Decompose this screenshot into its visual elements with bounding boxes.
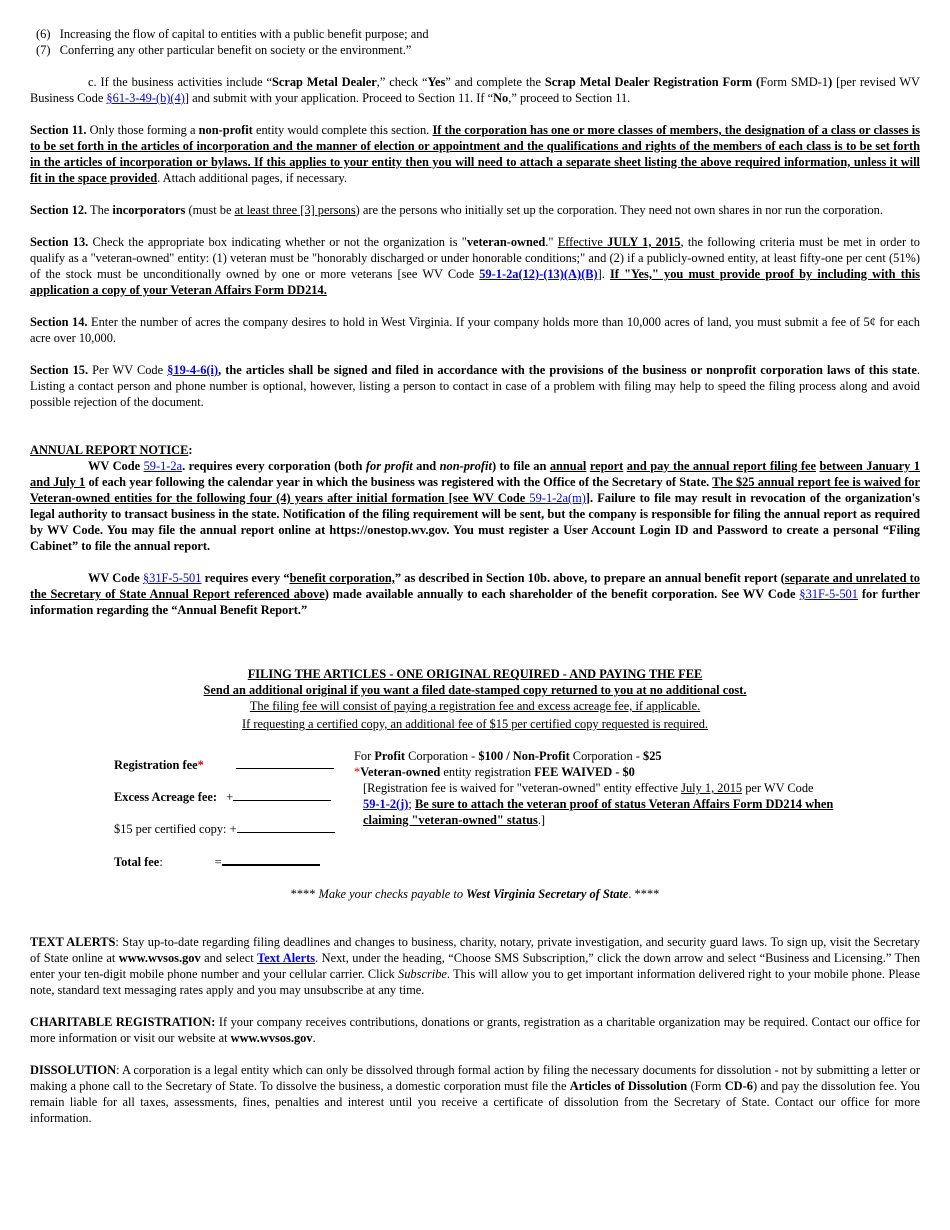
fee-schedule: For Profit Corporation - $100 / Non-Profit Corporation - $25 *Veteran-owned entity registration FEE WAIVED - $0 [Registration fee is waived for "veteran-owned" entity effective July 1, 2015 per WV Code 59-1-2(j); Be sure to attach the veteran proof of status Veteran Affairs Form DD214 when claiming "veteran-owned" status.]	[354, 749, 834, 827]
excess-acreage-row: Excess Acreage fee: +	[114, 788, 331, 805]
document-page	[30, 26, 920, 1126]
dissolution-paragraph: DISSOLUTION: A corporation is a legal entity which can only be dissolved through formal action by filing the necessary documents for dissolution - not by submitting a letter or making a phone call to the Secretary of State. To dissolve the business, a domestic corporation must file the Articles of Dissolution (Form CD-6) and pay the dissolution fee. You remain liable for all taxes, assessments, fines, penalties and interest until you receive a certificate of dissolution from the Secretary of State. Contact our office for more information.	[30, 1063, 920, 1125]
section-13-label: Section 13.	[30, 235, 89, 249]
annual-report-heading: ANNUAL REPORT NOTICE:	[30, 443, 193, 457]
wv-code-59-1-2a-link[interactable]: 59-1-2a(12)-(13)(A)(B)	[479, 267, 598, 281]
section-14-label: Section 14.	[30, 315, 88, 329]
section-15: Section 15. Per WV Code §19-4-6(i), the articles shall be signed and filed in accordance with the provisions of the business or nonprofit corporation laws of this state. Listing a contact person and phone number is optional, however, listing a person to contact in case of a problem with filing may help to speed the filing process along and avoid possible rejection of the document.	[30, 363, 920, 409]
section-11: Section 11. Only those forming a non-profit entity would complete this section. If the corporation has one or more classes of members, the designation of a class or classes is to be set forth in the articles of incorporation and the manner of election or appointment and the qualifications and rights of the members of each class is to be set forth in the articles of incorporation or bylaws. If this applies to your entity then you will need to attach a separate sheet listing the above required information, unless it will fit in the space provided. Attach additional pages, if necessary.	[30, 123, 921, 185]
filing-subheading: Send an additional original if you want a filed date-stamped copy returned to you at no additional cost.	[203, 683, 747, 697]
wv-code-59-1-2a-m-link[interactable]: 59-1-2a(m)	[529, 491, 586, 505]
benefit-corporation-paragraph: WV Code §31F-5-501 requires every “benefit corporation,” as described in Section 10b. above, to prepare an annual benefit report (separate and unrelated to the Secretary of State Annual Report referenced above) made available annually to each shareholder of the benefit corporation. See WV Code §31F-5-501 for further information regarding the “Annual Benefit Report.”	[30, 571, 920, 617]
section-14: Section 14. Enter the number of acres the company desires to hold in West Virginia. If your company holds more than 10,000 acres of land, you must submit a fee of 5¢ for each acre over 10,000.	[30, 315, 920, 345]
section-12: Section 12. The incorporators (must be at least three [3] persons) are the persons who initially set up the corporation. They need not own shares in nor run the corporation.	[30, 203, 883, 217]
annual-report-paragraph: WV Code 59-1-2a. requires every corporation (both for profit and non-profit) to file an annual report and pay the annual report filing fee between January 1 and July 1 of each year following the calendar year in which the business was registered with the Office of the Secretary of State. The $25 annual report fee is waived for Veteran-owned entities for the following four (4) years after initial formation [see WV Code 59-1-2a(m)]. Failure to file may result in revocation of the organization's legal authority to transact business in the state. Notification of the filing requirement will be sent, but the company is responsible for filing the annual report as required by WV Code. You may file the annual report online at https://onestop.wv.gov. You must register a User Account Login ID and Password to create a personal “Filing Cabinet” to file the annual report.	[30, 459, 921, 553]
list-item: (6) Increasing the flow of capital to entities with a public benefit purpose; and	[36, 27, 429, 41]
wv-code-31f-5-501-link-2[interactable]: §31F-5-501	[799, 587, 858, 601]
section-12-label: Section 12.	[30, 203, 88, 217]
checks-payable-note: **** Make your checks payable to West Virginia Secretary of State. ****	[290, 887, 660, 901]
section-13: Section 13. Check the appropriate box indicating whether or not the organization is "veteran-owned." Effective JULY 1, 2015, the following criteria must be met in order to qualify as a "veteran-owned" entity: (1) veteran must be "honorably discharged or under honorable conditions;" and (2) if a publicly-owned entity, at least fifty-one per cent (51%) of the stock must be unconditionally owned by one or more veterans [see WV Code 59-1-2a(12)-(13)(A)(B)]. If "Yes," you must provide proof by including with this application a copy of your Veteran Affairs Form DD214.	[30, 235, 920, 297]
text-alerts-paragraph: TEXT ALERTS: Stay up-to-date regarding filing deadlines and changes to business, charity, notary, private investigation, and security guard laws. To sign up, visit the Secretary of State online at www.wvsos.gov and select Text Alerts. Next, under the heading, “Choose SMS Subscription,” click the down arrow and select “Business and Licensing.” Then enter your ten-digit mobile phone number and your cellular carrier. Click Subscribe. This will allow you to get important information delivered right to your mobile phone. Please note, standard text messaging rates apply and you may unsubscribe at any time.	[30, 935, 921, 997]
wv-code-19-4-6-link[interactable]: §19-4-6(i)	[167, 363, 219, 377]
certified-copy-field[interactable]	[237, 820, 335, 833]
wv-code-59-1-2-j-link[interactable]: 59-1-2(j)	[363, 797, 409, 811]
wv-code-59-1-2a-annual-link[interactable]: 59-1-2a	[143, 459, 183, 473]
section-15-label: Section 15.	[30, 363, 89, 377]
charitable-registration-paragraph: CHARITABLE REGISTRATION: If your company receives contributions, donations or grants, registration as a charitable organization may be required. Contact our office for more information or visit our website at www.wvsos.gov.	[30, 1015, 920, 1045]
scrap-metal-paragraph: c. If the business activities include “Scrap Metal Dealer,” check “Yes” and complete the Scrap Metal Dealer Registration Form (Form SMD-1) [per revised WV Business Code §61-3-49-(b)(4)] and submit with your application. Proceed to Section 11. If “No,” proceed to Section 11.	[30, 75, 920, 105]
total-fee-row: Total fee: =	[114, 852, 320, 870]
certified-copy-row: $15 per certified copy: +	[114, 820, 335, 837]
fee-table	[30, 748, 920, 868]
wv-code-61-3-49-link[interactable]: §61-3-49-(b)(4)	[106, 91, 185, 105]
text-alerts-link[interactable]: Text Alerts	[257, 951, 316, 965]
registration-fee-row: Registration fee*	[114, 756, 334, 773]
certified-copy-note: If requesting a certified copy, an additional fee of $15 per certified copy requested is required.	[241, 717, 709, 731]
filing-fee-note: The filing fee will consist of paying a registration fee and excess acreage fee, if applicable.	[249, 699, 701, 713]
total-fee-field[interactable]	[222, 852, 320, 866]
excess-acreage-field[interactable]	[233, 788, 331, 801]
registration-fee-field[interactable]	[236, 756, 334, 769]
wv-code-31f-5-501-link[interactable]: §31F-5-501	[142, 571, 202, 585]
list-item: (7) Conferring any other particular benefit on society or the environment.”	[36, 43, 412, 57]
filing-heading: FILING THE ARTICLES - ONE ORIGINAL REQUIRED - AND PAYING THE FEE	[247, 667, 703, 681]
section-11-label: Section 11.	[30, 123, 87, 137]
